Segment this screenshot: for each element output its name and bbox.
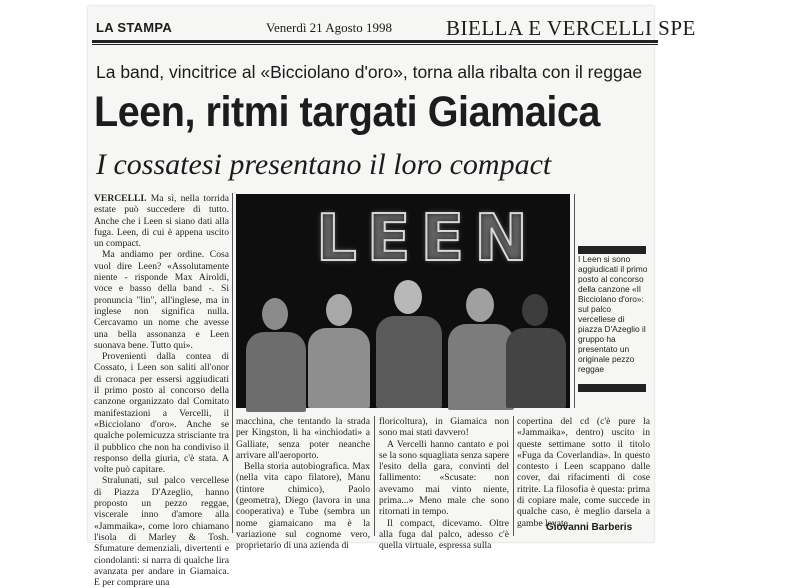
article-column-3 <box>379 416 509 552</box>
byline: Giovanni Barberis <box>546 522 633 533</box>
dateline: VERCELLI. <box>94 193 147 204</box>
paragraph: floricoltura), in Giamaica non sono mai stati davvero! <box>379 416 509 439</box>
issue-date: Venerdì 21 Agosto 1998 <box>266 20 393 35</box>
masthead-rule-thin <box>92 44 658 45</box>
article-kicker: La band, vincitrice al «Bicciolano d'oro», torna alla ribalta con il reggae <box>96 62 643 82</box>
article-subhead: I cossatesi presentano il loro compact <box>96 148 552 181</box>
paragraph: Provenienti dalla contea di Cossato, i Leen son saliti all'onor di cronaca per essersi aggiudicati il primo posto al concorso della canzone organizzato dal Comitato manifestazioni a Vercelli, il «Bicciolano d'oro». Anche se qualche polemicuzza strisciante tra il pubblico che non ha condiviso il responso della giuria, c'è stata. A volte può capitare. <box>94 351 229 476</box>
article-column-1 <box>94 193 229 588</box>
column-divider <box>232 193 233 533</box>
column-divider <box>374 416 375 536</box>
caption-bar <box>578 384 646 392</box>
column-divider <box>513 416 514 536</box>
paragraph: Stralunati, sul palco vercellese di Piazza D'Azeglio, hanno proposto un pezzo reggae, viscerale inno d'amore alla «Jammaika», come loro chiamano l'isola di Marley & Tosh. Sfumature demenziali, divertenti e ciondolanti: si narra di qualche lira avanzata per andare in Giamaica. E per comprare una <box>94 475 229 588</box>
paragraph: Il compact, dicevamo. Oltre alla fuga dal palco, adesso c'è quella virtuale, espressa sulla <box>379 517 509 552</box>
paragraph: copertina del cd (c'è pure la «Jammaika», dentro) uscito in queste settimane sotto il titolo «Fuga da Coverlandia». In questo contesto i Leen scappano dalle cover, dai rifacimenti di cose ritrite. La filosofia è questa: prima di copiare male, come succede in qualche caso, è meglio darsela a gambe levate. <box>517 416 650 529</box>
paragraph: Ma andiamo per ordine. Cosa vuol dire Leen? «Assolutamente niente - risponde Max Airoldi, voce e basso della band -. Si pronuncia "lin", all'inglese, ma in inglese non significa nulla. Cercavamo un nome che avesse una bella assonanza e Leen suonava bene. Tutto qui». <box>94 249 229 351</box>
paragraph: Bella storia autobiografica. Max (nella vita capo filatore), Manu (tintore chimico), Paolo (geometra), Diego (lavora in una cooperativa) e Tube (sembra un nome giamaicano ma è la variazione sul cognome vero, proprietario di una azienda di <box>236 461 370 552</box>
paragraph: A Vercelli hanno cantato e poi se la sono squagliata senza sapere l'esito della gara, convinti del fallimento: «Scusate: non avevamo mai vinto niente, prima...» Meno male che sono ritornati in tempo. <box>379 438 509 518</box>
photo-caption: I Leen si sono aggiudicati il primo posto al concorso della canzone «Il Bicciolano d'oro»: sul palco vercellese di piazza D'Azeglio il gruppo ha presentato un originale pezzo reggae <box>578 254 648 374</box>
paragraph: macchina, che tentando la strada per Kingston, li ha «inchiodati» a Galliate, senza poter neanche arrivare all'aeroporto. <box>236 416 370 461</box>
masthead <box>96 16 696 40</box>
newspaper-clipping <box>88 6 696 588</box>
neon-sign: LEEN <box>316 202 538 276</box>
article-headline: Leen, ritmi targati Giamaica <box>94 88 600 136</box>
paragraph: Ma sì, nella torrida estate può succedere di tutto. Anche che i Leen si siano dati alla fuga. Leen, di cui è appena uscito un compact. <box>94 193 229 250</box>
masthead-rule <box>92 40 658 43</box>
band-photo <box>236 194 570 408</box>
section-title: BIELLA E VERCELLI SPE <box>446 16 696 40</box>
column-divider <box>574 194 575 408</box>
caption-bar <box>578 246 646 254</box>
article-column-2 <box>236 416 370 552</box>
newspaper-name: LA STAMPA <box>96 20 173 35</box>
